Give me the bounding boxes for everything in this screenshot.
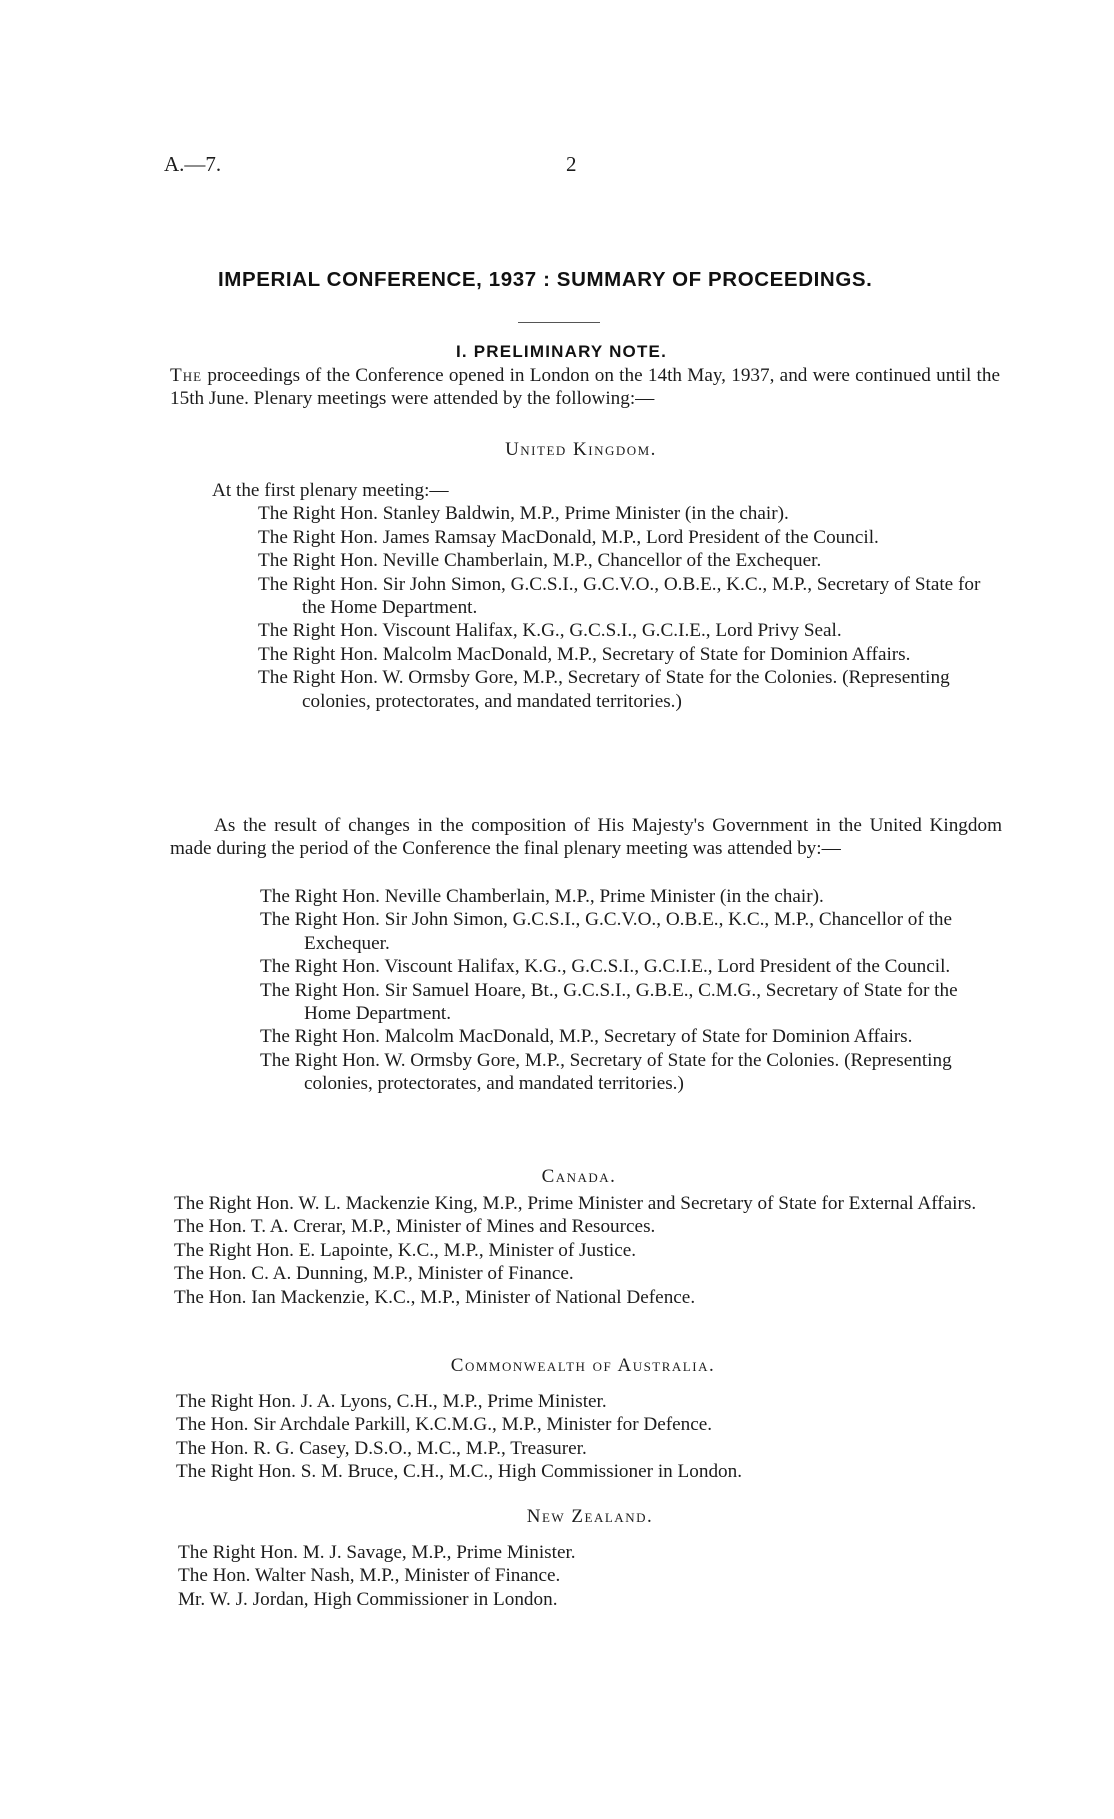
list-item: The Right Hon. Malcolm MacDonald, M.P., Secretary of State for Dominion Affairs. xyxy=(258,643,911,665)
list-item: The Hon. T. A. Crerar, M.P., Minister of Mines and Resources. xyxy=(174,1216,656,1238)
list-item: The Right Hon. Neville Chamberlain, M.P., Prime Minister (in the chair). xyxy=(260,886,824,907)
list-item: The Right Hon. E. Lapointe, K.C., M.P., Minister of Justice. xyxy=(174,1239,637,1261)
list-item: The Hon. Sir Archdale Parkill, K.C.M.G., M.P., Minister for Defence. xyxy=(176,1414,713,1436)
list-item: The Right Hon. J. A. Lyons, C.H., M.P., Prime Minister. xyxy=(176,1391,607,1412)
list-item: The Right Hon. S. M. Bruce, C.H., M.C., High Commissioner in London. xyxy=(176,1461,743,1483)
document-reference: A.—7. xyxy=(164,152,222,176)
uk-first-meeting xyxy=(212,479,1002,713)
list-item: The Right Hon. James Ramsay MacDonald, M.P., Lord President of the Council. xyxy=(258,526,879,548)
intro-paragraph xyxy=(170,364,1000,411)
list-item: The Hon. C. A. Dunning, M.P., Minister of Finance. xyxy=(174,1263,574,1285)
list-item: The Hon. R. G. Casey, D.S.O., M.C., M.P., Treasurer. xyxy=(176,1437,587,1459)
list-item: The Right Hon. Neville Chamberlain, M.P., Chancellor of the Exchequer. xyxy=(258,550,822,572)
list-item: The Hon. Ian Mackenzie, K.C., M.P., Minister of National Defence. xyxy=(174,1286,696,1308)
uk-final-meeting-list xyxy=(260,885,1004,1096)
list-item: The Hon. Walter Nash, M.P., Minister of Finance. xyxy=(178,1565,561,1587)
new-zealand-heading: New Zealand. xyxy=(526,1506,654,1527)
uk-first-meeting-list xyxy=(212,502,1002,713)
list-item: The Right Hon. M. J. Savage, M.P., Prime Minister. xyxy=(178,1542,576,1563)
australia-members xyxy=(176,1390,1006,1484)
list-item: The Right Hon. W. Ormsby Gore, M.P., Secretary of State for the Colonies. (Representing colonies, protectorates, and mandated territories.) xyxy=(260,1049,952,1095)
list-item: The Right Hon. Viscount Halifax, K.G., G.C.S.I., G.C.I.E., Lord President of the Council. xyxy=(260,956,951,978)
list-item: The Right Hon. Viscount Halifax, K.G., G.C.S.I., G.C.I.E., Lord Privy Seal. xyxy=(258,620,842,642)
canada-members xyxy=(174,1192,1004,1309)
page-title: IMPERIAL CONFERENCE, 1937 : SUMMARY OF PROCEEDINGS. xyxy=(218,268,873,291)
section-heading: I. PRELIMINARY NOTE. xyxy=(456,342,668,361)
new-zealand-members xyxy=(178,1541,1008,1611)
uk-final-meeting-label: As the result of changes in the composition of His Majesty's Government in the United Kingdom made during the period of the Conference the final plenary meeting was attended by:— xyxy=(170,815,1002,860)
intro-lead-word: The xyxy=(170,365,203,386)
list-item: The Right Hon. Sir Samuel Hoare, Bt., G.C.S.I., G.B.E., C.M.G., Secretary of State for the Home Department. xyxy=(260,979,958,1025)
list-item: The Right Hon. W. L. Mackenzie King, M.P., Prime Minister and Secretary of State for External Affairs. xyxy=(174,1193,977,1214)
intro-text: proceedings of the Conference opened in London on the 14th May, 1937, and were continued until the 15th June. Plenary meetings were attended by the following:— xyxy=(170,365,1000,410)
uk-heading: United Kingdom. xyxy=(505,439,657,460)
list-item: The Right Hon. W. Ormsby Gore, M.P., Secretary of State for the Colonies. (Representing colonies, protectorates, and mandated territories.) xyxy=(258,667,950,712)
list-item: The Right Hon. Stanley Baldwin, M.P., Prime Minister (in the chair). xyxy=(258,503,789,525)
canada-heading: Canada. xyxy=(541,1166,617,1187)
page-number: 2 xyxy=(566,152,577,176)
list-item: The Right Hon. Sir John Simon, G.C.S.I., G.C.V.O., O.B.E., K.C., M.P., Secretary of State for the Home Department. xyxy=(258,573,981,619)
australia-heading: Commonwealth of Australia. xyxy=(450,1355,716,1376)
uk-first-meeting-label: At the first plenary meeting:— xyxy=(212,480,449,501)
title-divider xyxy=(518,322,600,323)
list-item: The Right Hon. Malcolm MacDonald, M.P., Secretary of State for Dominion Affairs. xyxy=(260,1026,913,1048)
list-item: Mr. W. J. Jordan, High Commissioner in London. xyxy=(178,1588,558,1610)
list-item: The Right Hon. Sir John Simon, G.C.S.I., G.C.V.O., O.B.E., K.C., M.P., Chancellor of the Exchequer. xyxy=(260,909,953,954)
